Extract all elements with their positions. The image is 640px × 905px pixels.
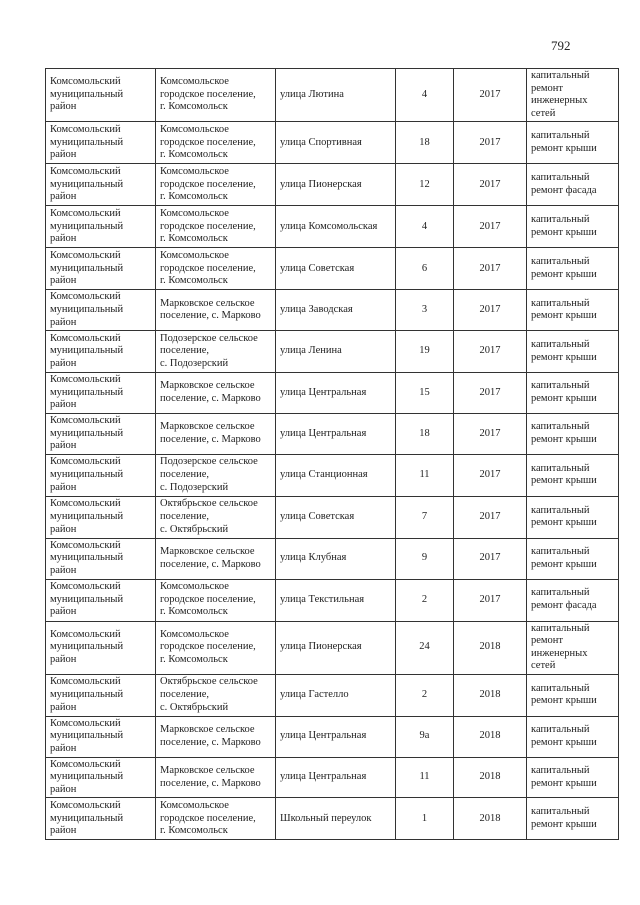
settlement-cell: Октябрьское сельское поселение, с. Октябрьский [156,496,276,538]
work-type-cell: капитальный ремонт крыши [527,122,619,164]
street-cell: Школьный переулок [276,798,396,840]
year-cell: 2017 [454,290,527,331]
table-body [46,69,619,840]
house-number-cell: 1 [396,798,454,840]
district-cell: Комсомольский муниципальный район [46,674,156,716]
settlement-cell: Комсомольское городское поселение, г. Комсомольск [156,69,276,122]
work-type-cell: капитальный ремонт фасада [527,579,619,621]
street-cell: улица Пионерская [276,164,396,206]
district-cell: Комсомольский муниципальный район [46,373,156,414]
table-row [46,798,619,840]
district-cell: Комсомольский муниципальный район [46,579,156,621]
street-cell: улица Гастелло [276,674,396,716]
district-cell: Комсомольский муниципальный район [46,122,156,164]
district-cell: Комсомольский муниципальный район [46,248,156,290]
street-cell: улица Центральная [276,413,396,454]
repair-schedule-table [45,68,619,840]
settlement-cell: Комсомольское городское поселение, г. Комсомольск [156,248,276,290]
table-row [46,716,619,757]
house-number-cell: 11 [396,454,454,496]
street-cell: улица Советская [276,496,396,538]
district-cell: Комсомольский муниципальный район [46,164,156,206]
work-type-cell: капитальный ремонт крыши [527,674,619,716]
district-cell: Комсомольский муниципальный район [46,331,156,373]
table-row [46,373,619,414]
district-cell: Комсомольский муниципальный район [46,798,156,840]
work-type-cell: капитальный ремонт крыши [527,454,619,496]
district-cell: Комсомольский муниципальный район [46,757,156,798]
year-cell: 2017 [454,248,527,290]
table-row [46,454,619,496]
year-cell: 2017 [454,538,527,579]
street-cell: улица Центральная [276,716,396,757]
house-number-cell: 24 [396,621,454,674]
work-type-cell: капитальный ремонт инженерных сетей [527,69,619,122]
year-cell: 2017 [454,579,527,621]
year-cell: 2017 [454,413,527,454]
table-row [46,290,619,331]
year-cell: 2017 [454,496,527,538]
table-row [46,331,619,373]
year-cell: 2018 [454,798,527,840]
work-type-cell: капитальный ремонт крыши [527,206,619,248]
table-row [46,206,619,248]
year-cell: 2017 [454,454,527,496]
work-type-cell: капитальный ремонт крыши [527,331,619,373]
district-cell: Комсомольский муниципальный район [46,716,156,757]
district-cell: Комсомольский муниципальный район [46,496,156,538]
house-number-cell: 18 [396,122,454,164]
table-row [46,579,619,621]
work-type-cell: капитальный ремонт крыши [527,716,619,757]
settlement-cell: Марковское сельское поселение, с. Марково [156,290,276,331]
house-number-cell: 7 [396,496,454,538]
house-number-cell: 2 [396,579,454,621]
settlement-cell: Комсомольское городское поселение, г. Комсомольск [156,579,276,621]
street-cell: улица Текстильная [276,579,396,621]
year-cell: 2018 [454,621,527,674]
year-cell: 2017 [454,164,527,206]
house-number-cell: 3 [396,290,454,331]
settlement-cell: Комсомольское городское поселение, г. Комсомольск [156,798,276,840]
house-number-cell: 9 [396,538,454,579]
street-cell: улица Лютина [276,69,396,122]
street-cell: улица Клубная [276,538,396,579]
house-number-cell: 15 [396,373,454,414]
settlement-cell: Марковское сельское поселение, с. Марково [156,413,276,454]
house-number-cell: 12 [396,164,454,206]
year-cell: 2017 [454,331,527,373]
street-cell: улица Ленина [276,331,396,373]
district-cell: Комсомольский муниципальный район [46,413,156,454]
settlement-cell: Комсомольское городское поселение, г. Комсомольск [156,621,276,674]
house-number-cell: 19 [396,331,454,373]
settlement-cell: Октябрьское сельское поселение, с. Октябрьский [156,674,276,716]
year-cell: 2017 [454,122,527,164]
work-type-cell: капитальный ремонт крыши [527,248,619,290]
work-type-cell: капитальный ремонт крыши [527,798,619,840]
street-cell: улица Комсомольская [276,206,396,248]
house-number-cell: 18 [396,413,454,454]
district-cell: Комсомольский муниципальный район [46,538,156,579]
year-cell: 2018 [454,674,527,716]
settlement-cell: Марковское сельское поселение, с. Марково [156,373,276,414]
street-cell: улица Станционная [276,454,396,496]
house-number-cell: 9а [396,716,454,757]
settlement-cell: Комсомольское городское поселение, г. Комсомольск [156,164,276,206]
table-row [46,538,619,579]
street-cell: улица Пионерская [276,621,396,674]
table-row [46,122,619,164]
year-cell: 2017 [454,206,527,248]
street-cell: улица Спортивная [276,122,396,164]
district-cell: Комсомольский муниципальный район [46,69,156,122]
page-number: 792 [551,38,571,53]
work-type-cell: капитальный ремонт инженерных сетей [527,621,619,674]
house-number-cell: 4 [396,69,454,122]
settlement-cell: Комсомольское городское поселение, г. Комсомольск [156,122,276,164]
district-cell: Комсомольский муниципальный район [46,290,156,331]
table-row [46,757,619,798]
settlement-cell: Марковское сельское поселение, с. Марково [156,538,276,579]
year-cell: 2017 [454,69,527,122]
work-type-cell: капитальный ремонт крыши [527,538,619,579]
table-row [46,674,619,716]
year-cell: 2017 [454,373,527,414]
table-row [46,496,619,538]
work-type-cell: капитальный ремонт крыши [527,413,619,454]
house-number-cell: 6 [396,248,454,290]
house-number-cell: 4 [396,206,454,248]
table-row [46,69,619,122]
settlement-cell: Марковское сельское поселение, с. Марково [156,716,276,757]
settlement-cell: Подозерское сельское поселение, с. Подозерский [156,331,276,373]
settlement-cell: Комсомольское городское поселение, г. Комсомольск [156,206,276,248]
street-cell: улица Центральная [276,757,396,798]
work-type-cell: капитальный ремонт крыши [527,290,619,331]
district-cell: Комсомольский муниципальный район [46,206,156,248]
table-row [46,621,619,674]
year-cell: 2018 [454,757,527,798]
street-cell: улица Заводская [276,290,396,331]
district-cell: Комсомольский муниципальный район [46,621,156,674]
settlement-cell: Марковское сельское поселение, с. Марково [156,757,276,798]
street-cell: улица Центральная [276,373,396,414]
house-number-cell: 11 [396,757,454,798]
street-cell: улица Советская [276,248,396,290]
settlement-cell: Подозерское сельское поселение, с. Подозерский [156,454,276,496]
table-row [46,164,619,206]
house-number-cell: 2 [396,674,454,716]
work-type-cell: капитальный ремонт фасада [527,164,619,206]
work-type-cell: капитальный ремонт крыши [527,496,619,538]
table-row [46,248,619,290]
work-type-cell: капитальный ремонт крыши [527,757,619,798]
district-cell: Комсомольский муниципальный район [46,454,156,496]
work-type-cell: капитальный ремонт крыши [527,373,619,414]
table-row [46,413,619,454]
year-cell: 2018 [454,716,527,757]
